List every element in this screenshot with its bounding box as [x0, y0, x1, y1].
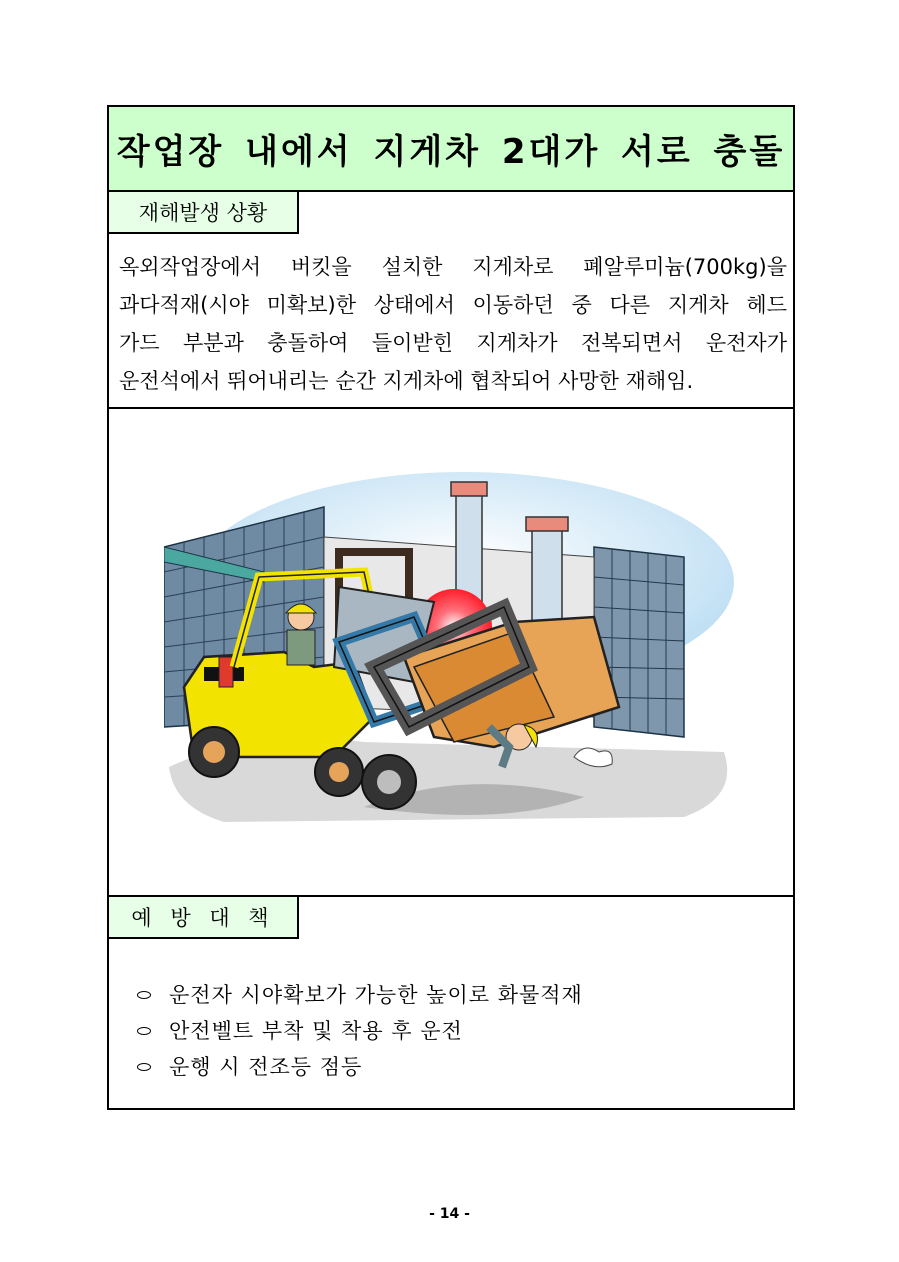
circle-bullet-icon	[137, 1027, 151, 1035]
circle-bullet-icon	[137, 991, 151, 999]
prevention-item-text: 안전벨트 부착 및 착용 후 운전	[169, 1019, 463, 1043]
title-bar	[109, 107, 793, 192]
list-item	[137, 1049, 583, 1085]
page-number: - 14 -	[429, 1206, 470, 1222]
prevention-item-text: 운전자 시야확보가 가능한 높이로 화물적재	[169, 983, 583, 1007]
situation-description	[119, 248, 787, 400]
list-item	[137, 1013, 583, 1049]
description-line: 과다적재(시야 미확보)한 상태에서 이동하던 중 다른 지게차 헤드	[119, 293, 787, 317]
description-line: 운전석에서 뛰어내리는 순간 지게차에 협착되어 사망한 재해임.	[119, 369, 694, 393]
list-item	[137, 977, 583, 1013]
prevention-item-text: 운행 시 전조등 점등	[169, 1055, 363, 1079]
divider	[109, 407, 793, 409]
description-line: 가드 부분과 충돌하여 들이받힌 지게차가 전복되면서 운전자가	[119, 331, 787, 355]
page-title: 작업장 내에서 지게차 2대가 서로 충돌	[116, 132, 786, 172]
prevention-list	[137, 977, 583, 1085]
document-frame	[107, 105, 795, 1110]
forklift-collision-illustration	[164, 467, 744, 827]
prevention-heading: 예 방 대 책	[109, 897, 299, 939]
circle-bullet-icon	[137, 1063, 151, 1071]
situation-heading: 재해발생 상황	[109, 192, 299, 234]
description-line: 옥외작업장에서 버킷을 설치한 지게차로 폐알루미늄(700kg)을	[119, 255, 787, 279]
